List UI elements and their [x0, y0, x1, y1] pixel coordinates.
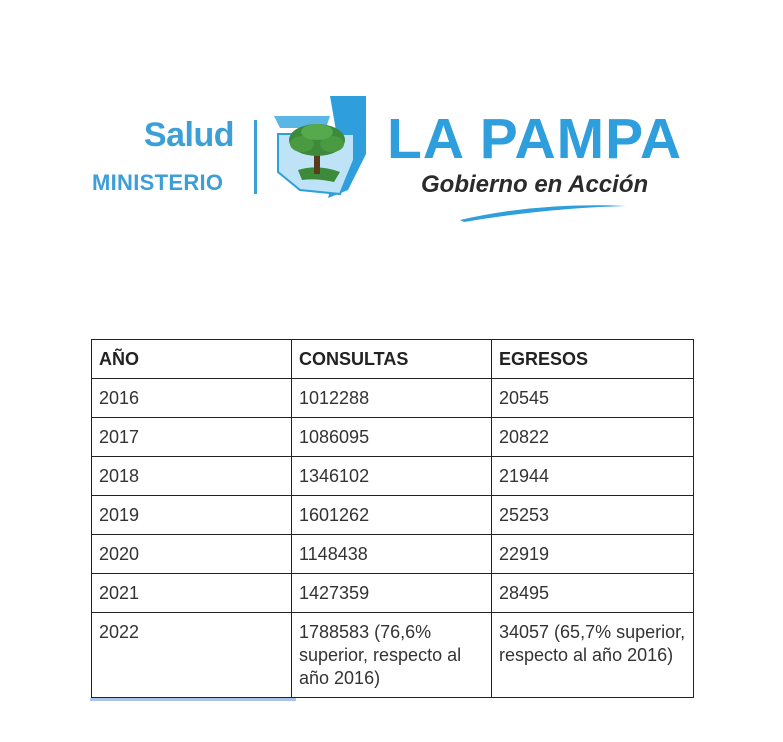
selection-underline [90, 698, 296, 701]
table-row [92, 574, 694, 613]
cell-consultas: 1086095 [292, 418, 492, 457]
salud-text: Salud [143, 116, 234, 154]
swoosh-underline-icon [458, 198, 628, 224]
cell-consultas: 1601262 [292, 496, 492, 535]
cell-egresos: 21944 [492, 457, 694, 496]
tagline-text: Gobierno en Acción [421, 171, 649, 198]
header-egresos: EGRESOS [492, 340, 694, 379]
cell-consultas: 1148438 [292, 535, 492, 574]
cell-anio: 2021 [92, 574, 292, 613]
header-consultas: CONSULTAS [292, 340, 492, 379]
cell-egresos: 20822 [492, 418, 694, 457]
logo-divider [254, 120, 257, 194]
page-header [0, 0, 783, 260]
consultas-egresos-table [91, 339, 694, 698]
table-row [92, 496, 694, 535]
cell-anio: 2022 [92, 613, 292, 698]
cell-egresos: 20545 [492, 379, 694, 418]
cell-consultas: 1427359 [292, 574, 492, 613]
table-row [92, 379, 694, 418]
cell-consultas: 1346102 [292, 457, 492, 496]
cell-egresos: 25253 [492, 496, 694, 535]
cell-egresos: 34057 (65,7% superior, respecto al año 2016) [492, 613, 694, 698]
cell-anio: 2020 [92, 535, 292, 574]
cell-anio: 2018 [92, 457, 292, 496]
cell-anio: 2019 [92, 496, 292, 535]
header-anio: AÑO [92, 340, 292, 379]
table-row [92, 457, 694, 496]
cell-anio: 2016 [92, 379, 292, 418]
table-row [92, 613, 694, 698]
salud-ministerio-logo [92, 116, 240, 198]
cell-consultas: 1012288 [292, 379, 492, 418]
la-pampa-emblem-icon [270, 94, 376, 202]
table-row [92, 418, 694, 457]
table-row [92, 535, 694, 574]
cell-egresos: 22919 [492, 535, 694, 574]
ministerio-text: MINISTERIO [92, 170, 224, 195]
cell-egresos: 28495 [492, 574, 694, 613]
table-header-row [92, 340, 694, 379]
cell-anio: 2017 [92, 418, 292, 457]
cell-consultas: 1788583 (76,6% superior, respecto al año 2016) [292, 613, 492, 698]
province-title: LA PAMPA [387, 107, 683, 171]
